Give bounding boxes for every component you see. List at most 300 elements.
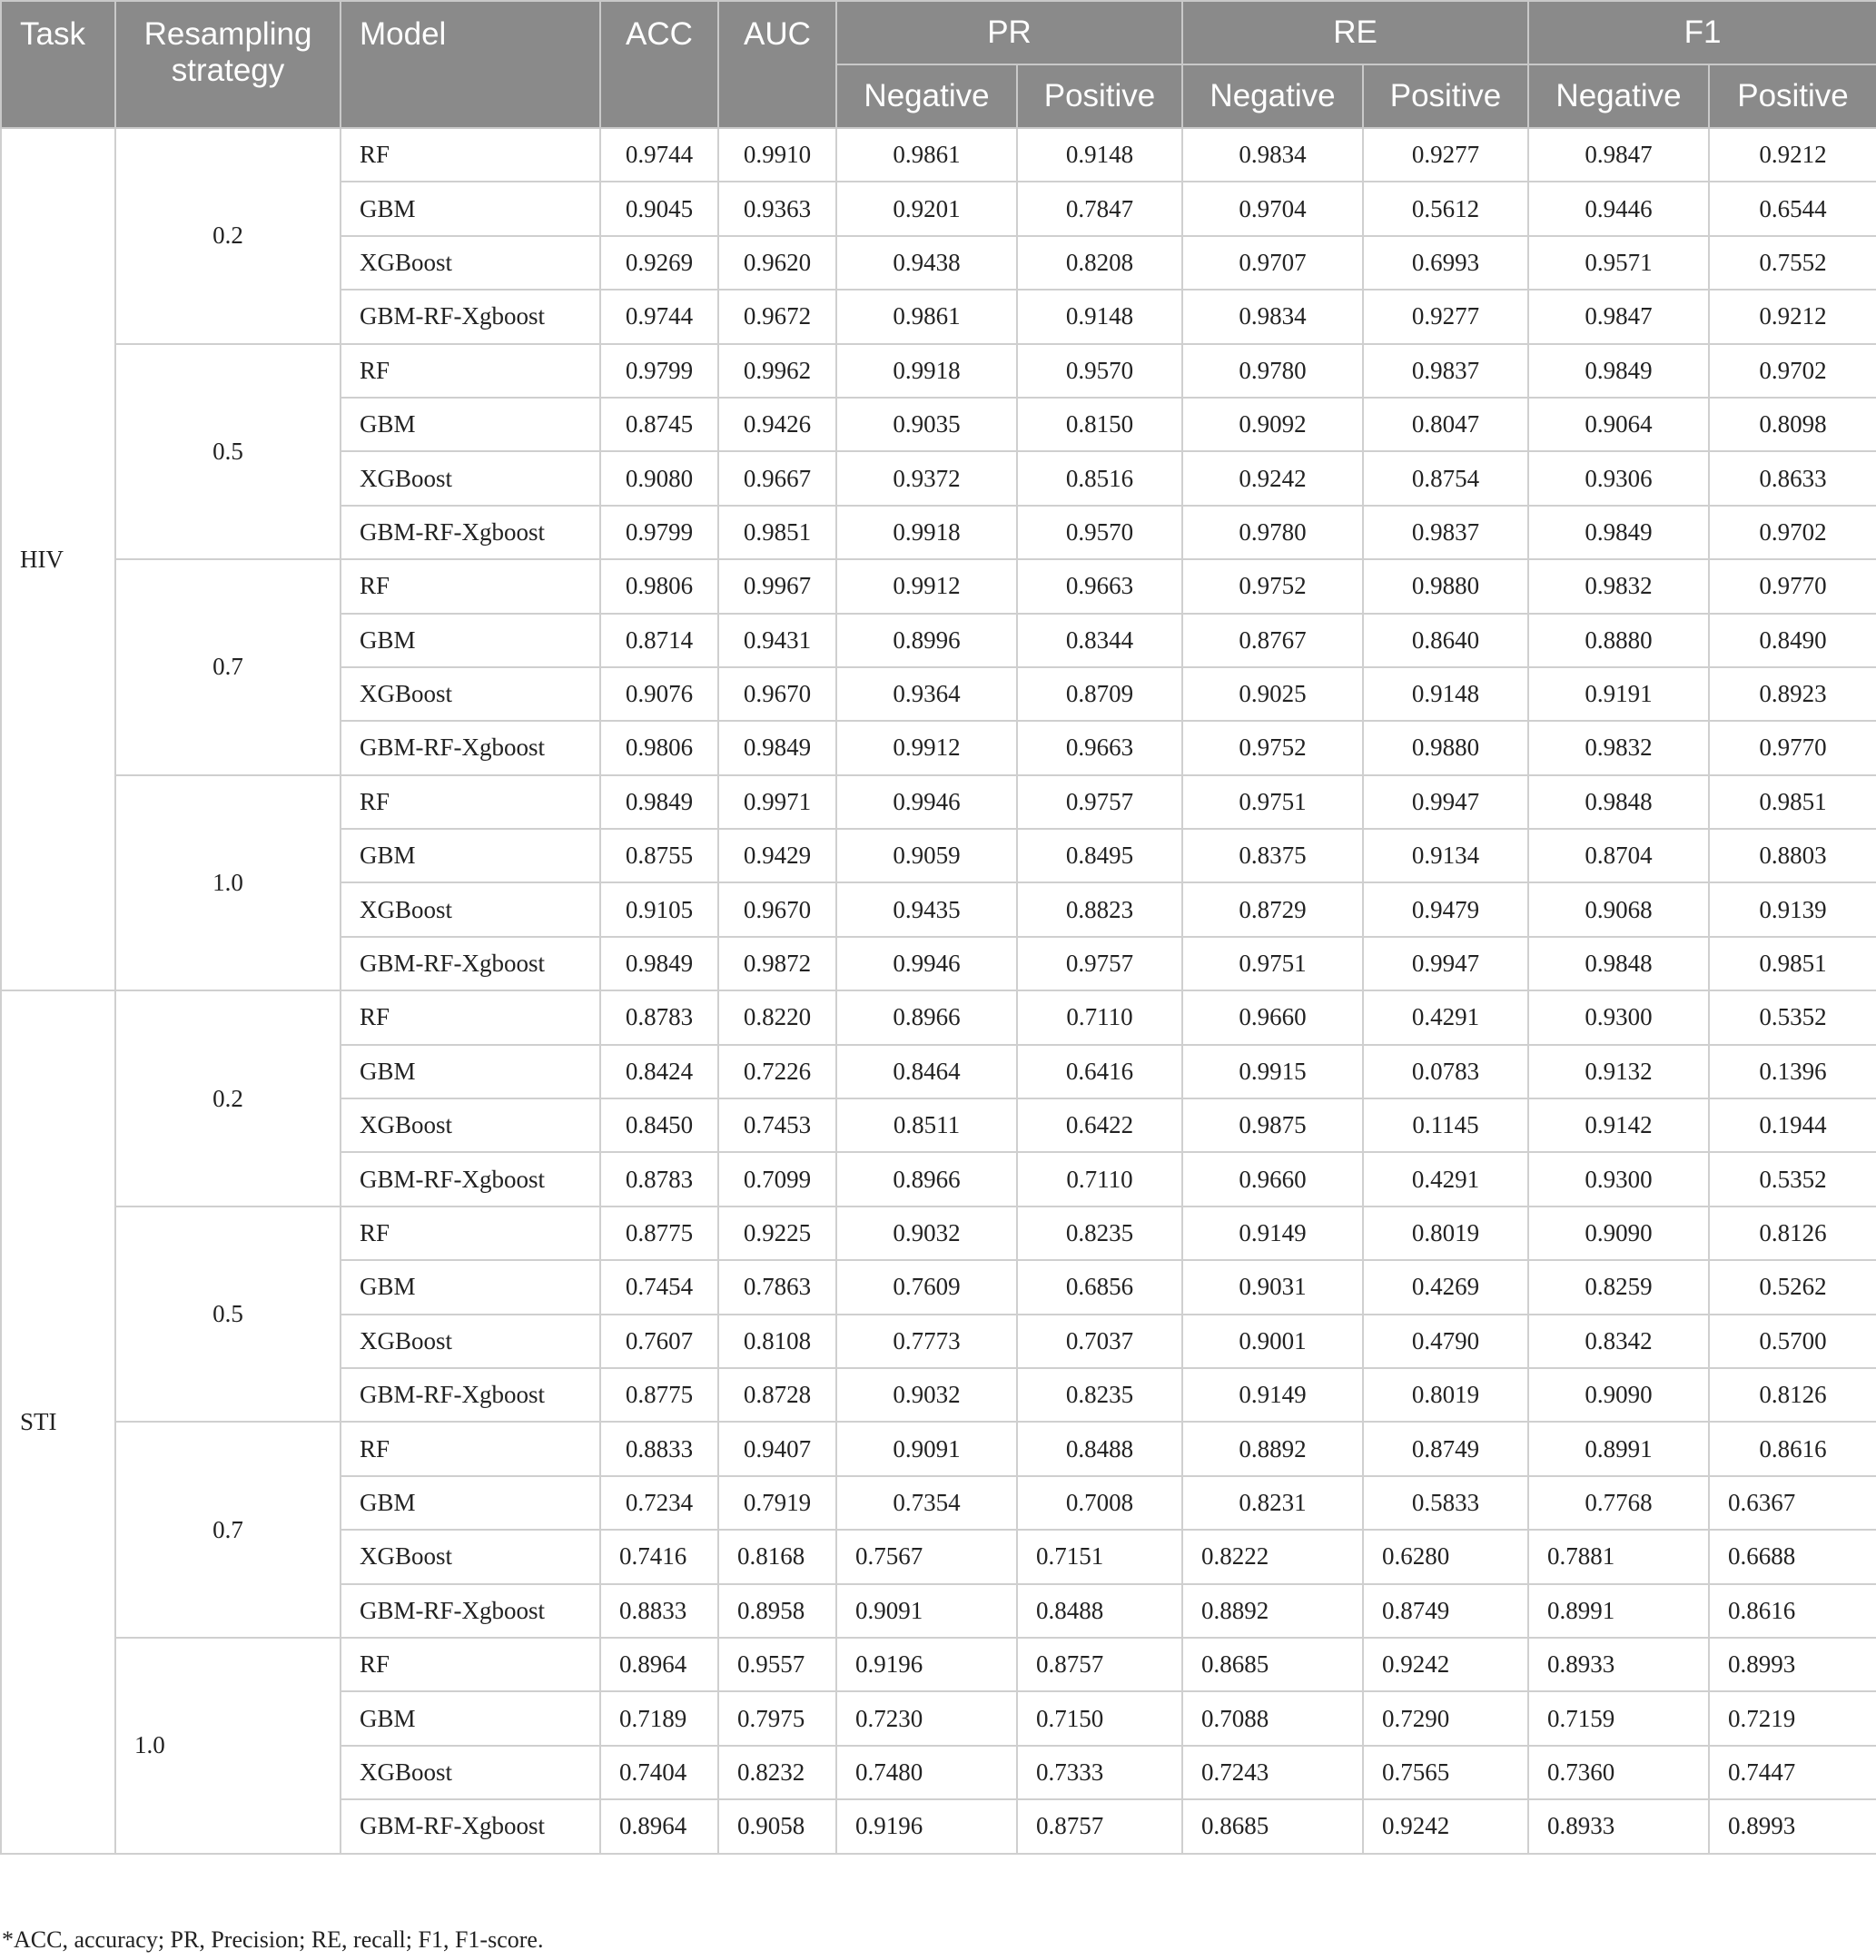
auc-cell: 0.9557 — [718, 1638, 836, 1691]
model-cell: GBM — [341, 1691, 600, 1745]
f1-negative-cell: 0.9847 — [1528, 128, 1709, 182]
pr-negative-cell: 0.9912 — [836, 559, 1017, 613]
pr-positive-cell: 0.8235 — [1017, 1207, 1182, 1260]
model-cell: GBM-RF-Xgboost — [341, 937, 600, 990]
auc-cell: 0.8232 — [718, 1746, 836, 1799]
re-positive-cell: 0.5612 — [1363, 182, 1528, 235]
f1-negative-cell: 0.7159 — [1528, 1691, 1709, 1745]
f1-positive-cell: 0.6544 — [1709, 182, 1876, 235]
re-negative-cell: 0.9031 — [1182, 1260, 1363, 1314]
auc-cell: 0.9620 — [718, 236, 836, 290]
re-positive-cell: 0.8749 — [1363, 1422, 1528, 1475]
pr-negative-cell: 0.9201 — [836, 182, 1017, 235]
re-negative-cell: 0.9875 — [1182, 1098, 1363, 1152]
auc-cell: 0.9872 — [718, 937, 836, 990]
auc-cell: 0.9849 — [718, 721, 836, 774]
pr-positive-cell: 0.7333 — [1017, 1746, 1182, 1799]
f1-negative-cell: 0.7881 — [1528, 1530, 1709, 1583]
f1-positive-cell: 0.8098 — [1709, 398, 1876, 451]
pr-negative-cell: 0.7567 — [836, 1530, 1017, 1583]
acc-cell: 0.7189 — [600, 1691, 718, 1745]
acc-cell: 0.8775 — [600, 1368, 718, 1422]
auc-cell: 0.9967 — [718, 559, 836, 613]
pr-positive-cell: 0.8495 — [1017, 829, 1182, 882]
model-cell: XGBoost — [341, 1746, 600, 1799]
re-negative-cell: 0.7088 — [1182, 1691, 1363, 1745]
auc-cell: 0.9667 — [718, 451, 836, 505]
pr-positive-cell: 0.6416 — [1017, 1045, 1182, 1098]
f1-negative-cell: 0.8704 — [1528, 829, 1709, 882]
re-positive-cell: 0.8047 — [1363, 398, 1528, 451]
acc-cell: 0.7454 — [600, 1260, 718, 1314]
pr-positive-cell: 0.8488 — [1017, 1422, 1182, 1475]
pr-positive-cell: 0.9148 — [1017, 128, 1182, 182]
acc-cell: 0.7607 — [600, 1315, 718, 1368]
f1-positive-cell: 0.9702 — [1709, 506, 1876, 559]
acc-cell: 0.9849 — [600, 937, 718, 990]
acc-cell: 0.8783 — [600, 1152, 718, 1206]
pr-positive-cell: 0.8757 — [1017, 1638, 1182, 1691]
resampling-strategy-cell: 1.0 — [115, 1638, 341, 1854]
re-negative-cell: 0.9707 — [1182, 236, 1363, 290]
re-positive-cell: 0.1145 — [1363, 1098, 1528, 1152]
f1-positive-cell: 0.5352 — [1709, 1152, 1876, 1206]
f1-positive-cell: 0.9851 — [1709, 775, 1876, 829]
f1-negative-cell: 0.9191 — [1528, 667, 1709, 721]
header-auc: AUC — [718, 1, 836, 128]
auc-cell: 0.9431 — [718, 614, 836, 667]
pr-positive-cell: 0.8516 — [1017, 451, 1182, 505]
header-re-positive: Positive — [1363, 64, 1528, 128]
pr-negative-cell: 0.7230 — [836, 1691, 1017, 1745]
re-negative-cell: 0.8729 — [1182, 882, 1363, 936]
pr-positive-cell: 0.8150 — [1017, 398, 1182, 451]
acc-cell: 0.8714 — [600, 614, 718, 667]
table-body — [1, 128, 1876, 1854]
f1-negative-cell: 0.8933 — [1528, 1638, 1709, 1691]
model-cell: GBM-RF-Xgboost — [341, 506, 600, 559]
pr-positive-cell: 0.8235 — [1017, 1368, 1182, 1422]
pr-positive-cell: 0.9663 — [1017, 559, 1182, 613]
f1-positive-cell: 0.9212 — [1709, 128, 1876, 182]
model-cell: RF — [341, 1207, 600, 1260]
re-positive-cell: 0.4291 — [1363, 990, 1528, 1044]
model-cell: RF — [341, 1422, 600, 1475]
header-f1-positive: Positive — [1709, 64, 1876, 128]
pr-negative-cell: 0.9946 — [836, 775, 1017, 829]
auc-cell: 0.8728 — [718, 1368, 836, 1422]
pr-positive-cell: 0.7847 — [1017, 182, 1182, 235]
pr-negative-cell: 0.9196 — [836, 1799, 1017, 1853]
re-negative-cell: 0.9092 — [1182, 398, 1363, 451]
resampling-strategy-cell: 0.7 — [115, 1422, 341, 1638]
pr-negative-cell: 0.9364 — [836, 667, 1017, 721]
model-cell: GBM-RF-Xgboost — [341, 290, 600, 343]
model-cell: RF — [341, 559, 600, 613]
re-positive-cell: 0.9242 — [1363, 1799, 1528, 1853]
pr-positive-cell: 0.9570 — [1017, 344, 1182, 398]
header-pr-negative: Negative — [836, 64, 1017, 128]
pr-negative-cell: 0.9861 — [836, 290, 1017, 343]
auc-cell: 0.9225 — [718, 1207, 836, 1260]
f1-negative-cell: 0.9090 — [1528, 1207, 1709, 1260]
acc-cell: 0.8424 — [600, 1045, 718, 1098]
f1-negative-cell: 0.9068 — [1528, 882, 1709, 936]
f1-positive-cell: 0.8993 — [1709, 1799, 1876, 1853]
re-negative-cell: 0.9834 — [1182, 128, 1363, 182]
pr-negative-cell: 0.9946 — [836, 937, 1017, 990]
re-positive-cell: 0.8019 — [1363, 1207, 1528, 1260]
re-positive-cell: 0.6280 — [1363, 1530, 1528, 1583]
auc-cell: 0.9429 — [718, 829, 836, 882]
pr-positive-cell: 0.9148 — [1017, 290, 1182, 343]
auc-cell: 0.9407 — [718, 1422, 836, 1475]
table-row — [1, 559, 1876, 613]
f1-negative-cell: 0.8880 — [1528, 614, 1709, 667]
table-footnote: *ACC, accuracy; PR, Precision; RE, recall; F1, F1-score. — [2, 1926, 544, 1953]
resampling-strategy-cell: 1.0 — [115, 775, 341, 991]
header-re-negative: Negative — [1182, 64, 1363, 128]
model-cell: RF — [341, 990, 600, 1044]
re-positive-cell: 0.8754 — [1363, 451, 1528, 505]
acc-cell: 0.8755 — [600, 829, 718, 882]
pr-negative-cell: 0.7609 — [836, 1260, 1017, 1314]
re-negative-cell: 0.9752 — [1182, 721, 1363, 774]
table-row — [1, 775, 1876, 829]
pr-negative-cell: 0.8996 — [836, 614, 1017, 667]
pr-negative-cell: 0.9059 — [836, 829, 1017, 882]
re-positive-cell: 0.8019 — [1363, 1368, 1528, 1422]
pr-negative-cell: 0.8511 — [836, 1098, 1017, 1152]
re-positive-cell: 0.9277 — [1363, 128, 1528, 182]
re-negative-cell: 0.9660 — [1182, 990, 1363, 1044]
f1-negative-cell: 0.9090 — [1528, 1368, 1709, 1422]
f1-positive-cell: 0.6367 — [1709, 1476, 1876, 1530]
re-positive-cell: 0.4269 — [1363, 1260, 1528, 1314]
resampling-strategy-cell: 0.7 — [115, 559, 341, 775]
auc-cell: 0.9058 — [718, 1799, 836, 1853]
model-cell: GBM-RF-Xgboost — [341, 1799, 600, 1853]
pr-positive-cell: 0.8757 — [1017, 1799, 1182, 1853]
re-positive-cell: 0.9837 — [1363, 344, 1528, 398]
re-negative-cell: 0.9704 — [1182, 182, 1363, 235]
model-cell: GBM — [341, 1476, 600, 1530]
auc-cell: 0.9851 — [718, 506, 836, 559]
re-positive-cell: 0.9134 — [1363, 829, 1528, 882]
re-positive-cell: 0.6993 — [1363, 236, 1528, 290]
f1-negative-cell: 0.7360 — [1528, 1746, 1709, 1799]
acc-cell: 0.7234 — [600, 1476, 718, 1530]
acc-cell: 0.8833 — [600, 1584, 718, 1638]
pr-positive-cell: 0.8344 — [1017, 614, 1182, 667]
re-positive-cell: 0.7290 — [1363, 1691, 1528, 1745]
re-negative-cell: 0.9660 — [1182, 1152, 1363, 1206]
pr-positive-cell: 0.9663 — [1017, 721, 1182, 774]
acc-cell: 0.7404 — [600, 1746, 718, 1799]
auc-cell: 0.9910 — [718, 128, 836, 182]
f1-negative-cell: 0.9306 — [1528, 451, 1709, 505]
pr-negative-cell: 0.8464 — [836, 1045, 1017, 1098]
auc-cell: 0.7919 — [718, 1476, 836, 1530]
f1-positive-cell: 0.8993 — [1709, 1638, 1876, 1691]
f1-negative-cell: 0.9848 — [1528, 937, 1709, 990]
auc-cell: 0.9426 — [718, 398, 836, 451]
pr-positive-cell: 0.7150 — [1017, 1691, 1182, 1745]
acc-cell: 0.8745 — [600, 398, 718, 451]
model-cell: GBM — [341, 829, 600, 882]
auc-cell: 0.7453 — [718, 1098, 836, 1152]
acc-cell: 0.9806 — [600, 721, 718, 774]
f1-negative-cell: 0.9300 — [1528, 990, 1709, 1044]
f1-positive-cell: 0.8126 — [1709, 1207, 1876, 1260]
pr-negative-cell: 0.9091 — [836, 1422, 1017, 1475]
model-cell: GBM — [341, 1260, 600, 1314]
pr-positive-cell: 0.9570 — [1017, 506, 1182, 559]
f1-negative-cell: 0.7768 — [1528, 1476, 1709, 1530]
re-negative-cell: 0.8685 — [1182, 1799, 1363, 1853]
acc-cell: 0.8964 — [600, 1638, 718, 1691]
f1-negative-cell: 0.8933 — [1528, 1799, 1709, 1853]
f1-positive-cell: 0.9770 — [1709, 559, 1876, 613]
re-negative-cell: 0.8892 — [1182, 1422, 1363, 1475]
f1-positive-cell: 0.8490 — [1709, 614, 1876, 667]
re-positive-cell: 0.9947 — [1363, 937, 1528, 990]
acc-cell: 0.9045 — [600, 182, 718, 235]
f1-negative-cell: 0.9142 — [1528, 1098, 1709, 1152]
model-cell: XGBoost — [341, 1315, 600, 1368]
f1-positive-cell: 0.7447 — [1709, 1746, 1876, 1799]
header-task: Task — [1, 1, 115, 128]
f1-negative-cell: 0.9064 — [1528, 398, 1709, 451]
header-pr-positive: Positive — [1017, 64, 1182, 128]
f1-positive-cell: 0.8616 — [1709, 1584, 1876, 1638]
model-cell: GBM-RF-Xgboost — [341, 1152, 600, 1206]
pr-negative-cell: 0.9918 — [836, 344, 1017, 398]
header-re: RE — [1182, 1, 1528, 64]
pr-negative-cell: 0.9032 — [836, 1368, 1017, 1422]
header-resampling: Resampling strategy — [115, 1, 341, 128]
f1-positive-cell: 0.8923 — [1709, 667, 1876, 721]
re-positive-cell: 0.9880 — [1363, 721, 1528, 774]
auc-cell: 0.7099 — [718, 1152, 836, 1206]
re-positive-cell: 0.0783 — [1363, 1045, 1528, 1098]
model-cell: GBM-RF-Xgboost — [341, 1584, 600, 1638]
acc-cell: 0.8833 — [600, 1422, 718, 1475]
header-pr: PR — [836, 1, 1182, 64]
pr-positive-cell: 0.9757 — [1017, 937, 1182, 990]
auc-cell: 0.9670 — [718, 667, 836, 721]
pr-positive-cell: 0.7110 — [1017, 1152, 1182, 1206]
pr-negative-cell: 0.9912 — [836, 721, 1017, 774]
pr-positive-cell: 0.7151 — [1017, 1530, 1182, 1583]
model-cell: GBM — [341, 614, 600, 667]
acc-cell: 0.9806 — [600, 559, 718, 613]
model-cell: XGBoost — [341, 236, 600, 290]
re-positive-cell: 0.9947 — [1363, 775, 1528, 829]
auc-cell: 0.8958 — [718, 1584, 836, 1638]
re-negative-cell: 0.9834 — [1182, 290, 1363, 343]
pr-positive-cell: 0.9757 — [1017, 775, 1182, 829]
auc-cell: 0.9670 — [718, 882, 836, 936]
f1-positive-cell: 0.8803 — [1709, 829, 1876, 882]
auc-cell: 0.7975 — [718, 1691, 836, 1745]
acc-cell: 0.9849 — [600, 775, 718, 829]
pr-positive-cell: 0.6856 — [1017, 1260, 1182, 1314]
re-negative-cell: 0.9242 — [1182, 451, 1363, 505]
resampling-strategy-cell: 0.5 — [115, 344, 341, 560]
re-negative-cell: 0.8222 — [1182, 1530, 1363, 1583]
model-cell: GBM-RF-Xgboost — [341, 1368, 600, 1422]
f1-positive-cell: 0.9212 — [1709, 290, 1876, 343]
f1-positive-cell: 0.6688 — [1709, 1530, 1876, 1583]
f1-positive-cell: 0.1396 — [1709, 1045, 1876, 1098]
pr-negative-cell: 0.7354 — [836, 1476, 1017, 1530]
task-cell: STI — [1, 990, 115, 1853]
re-negative-cell: 0.8892 — [1182, 1584, 1363, 1638]
f1-negative-cell: 0.9571 — [1528, 236, 1709, 290]
acc-cell: 0.9744 — [600, 128, 718, 182]
table-header — [1, 1, 1876, 128]
auc-cell: 0.8220 — [718, 990, 836, 1044]
model-cell: GBM — [341, 1045, 600, 1098]
pr-positive-cell: 0.8488 — [1017, 1584, 1182, 1638]
re-positive-cell: 0.8749 — [1363, 1584, 1528, 1638]
re-negative-cell: 0.9001 — [1182, 1315, 1363, 1368]
resampling-strategy-cell: 0.5 — [115, 1207, 341, 1423]
task-cell: HIV — [1, 128, 115, 990]
pr-negative-cell: 0.8966 — [836, 990, 1017, 1044]
auc-cell: 0.8168 — [718, 1530, 836, 1583]
auc-cell: 0.7863 — [718, 1260, 836, 1314]
pr-negative-cell: 0.9861 — [836, 128, 1017, 182]
f1-positive-cell: 0.9770 — [1709, 721, 1876, 774]
model-cell: XGBoost — [341, 667, 600, 721]
acc-cell: 0.9799 — [600, 506, 718, 559]
pr-negative-cell: 0.9032 — [836, 1207, 1017, 1260]
f1-negative-cell: 0.9849 — [1528, 506, 1709, 559]
pr-negative-cell: 0.9918 — [836, 506, 1017, 559]
re-negative-cell: 0.9751 — [1182, 775, 1363, 829]
pr-negative-cell: 0.9435 — [836, 882, 1017, 936]
f1-positive-cell: 0.8633 — [1709, 451, 1876, 505]
re-positive-cell: 0.9277 — [1363, 290, 1528, 343]
re-positive-cell: 0.9880 — [1363, 559, 1528, 613]
re-positive-cell: 0.9148 — [1363, 667, 1528, 721]
f1-positive-cell: 0.5352 — [1709, 990, 1876, 1044]
model-cell: XGBoost — [341, 882, 600, 936]
acc-cell: 0.8783 — [600, 990, 718, 1044]
f1-negative-cell: 0.9832 — [1528, 559, 1709, 613]
pr-negative-cell: 0.7773 — [836, 1315, 1017, 1368]
resampling-strategy-cell: 0.2 — [115, 990, 341, 1207]
f1-positive-cell: 0.9139 — [1709, 882, 1876, 936]
pr-negative-cell: 0.9438 — [836, 236, 1017, 290]
re-positive-cell: 0.5833 — [1363, 1476, 1528, 1530]
model-cell: GBM — [341, 398, 600, 451]
auc-cell: 0.9363 — [718, 182, 836, 235]
header-acc: ACC — [600, 1, 718, 128]
auc-cell: 0.9672 — [718, 290, 836, 343]
re-negative-cell: 0.8767 — [1182, 614, 1363, 667]
model-cell: GBM — [341, 182, 600, 235]
acc-cell: 0.9080 — [600, 451, 718, 505]
pr-negative-cell: 0.9372 — [836, 451, 1017, 505]
f1-negative-cell: 0.9300 — [1528, 1152, 1709, 1206]
table-row — [1, 990, 1876, 1044]
auc-cell: 0.7226 — [718, 1045, 836, 1098]
re-negative-cell: 0.9915 — [1182, 1045, 1363, 1098]
header-model: Model — [341, 1, 600, 128]
f1-negative-cell: 0.8991 — [1528, 1422, 1709, 1475]
f1-positive-cell: 0.9851 — [1709, 937, 1876, 990]
re-negative-cell: 0.8231 — [1182, 1476, 1363, 1530]
re-positive-cell: 0.4790 — [1363, 1315, 1528, 1368]
f1-positive-cell: 0.5700 — [1709, 1315, 1876, 1368]
f1-positive-cell: 0.5262 — [1709, 1260, 1876, 1314]
f1-positive-cell: 0.9702 — [1709, 344, 1876, 398]
table-row — [1, 128, 1876, 182]
re-negative-cell: 0.8685 — [1182, 1638, 1363, 1691]
f1-positive-cell: 0.7219 — [1709, 1691, 1876, 1745]
f1-negative-cell: 0.9849 — [1528, 344, 1709, 398]
f1-negative-cell: 0.9848 — [1528, 775, 1709, 829]
acc-cell: 0.8775 — [600, 1207, 718, 1260]
acc-cell: 0.9744 — [600, 290, 718, 343]
re-positive-cell: 0.7565 — [1363, 1746, 1528, 1799]
auc-cell: 0.8108 — [718, 1315, 836, 1368]
acc-cell: 0.8450 — [600, 1098, 718, 1152]
pr-positive-cell: 0.7008 — [1017, 1476, 1182, 1530]
re-negative-cell: 0.7243 — [1182, 1746, 1363, 1799]
re-positive-cell: 0.9837 — [1363, 506, 1528, 559]
f1-negative-cell: 0.9132 — [1528, 1045, 1709, 1098]
f1-positive-cell: 0.8126 — [1709, 1368, 1876, 1422]
pr-positive-cell: 0.8208 — [1017, 236, 1182, 290]
acc-cell: 0.9269 — [600, 236, 718, 290]
pr-positive-cell: 0.8823 — [1017, 882, 1182, 936]
model-cell: XGBoost — [341, 451, 600, 505]
model-cell: GBM-RF-Xgboost — [341, 721, 600, 774]
re-positive-cell: 0.4291 — [1363, 1152, 1528, 1206]
model-cell: XGBoost — [341, 1098, 600, 1152]
re-negative-cell: 0.9149 — [1182, 1207, 1363, 1260]
header-f1: F1 — [1528, 1, 1876, 64]
pr-negative-cell: 0.7480 — [836, 1746, 1017, 1799]
re-negative-cell: 0.8375 — [1182, 829, 1363, 882]
re-negative-cell: 0.9025 — [1182, 667, 1363, 721]
acc-cell: 0.9076 — [600, 667, 718, 721]
pr-positive-cell: 0.6422 — [1017, 1098, 1182, 1152]
table-row — [1, 1207, 1876, 1260]
resampling-strategy-cell: 0.2 — [115, 128, 341, 344]
f1-negative-cell: 0.9446 — [1528, 182, 1709, 235]
f1-negative-cell: 0.8259 — [1528, 1260, 1709, 1314]
acc-cell: 0.9105 — [600, 882, 718, 936]
re-negative-cell: 0.9780 — [1182, 506, 1363, 559]
pr-negative-cell: 0.9196 — [836, 1638, 1017, 1691]
re-negative-cell: 0.9752 — [1182, 559, 1363, 613]
pr-negative-cell: 0.8966 — [836, 1152, 1017, 1206]
re-negative-cell: 0.9149 — [1182, 1368, 1363, 1422]
re-negative-cell: 0.9780 — [1182, 344, 1363, 398]
auc-cell: 0.9962 — [718, 344, 836, 398]
table-row — [1, 344, 1876, 398]
auc-cell: 0.9971 — [718, 775, 836, 829]
model-cell: RF — [341, 344, 600, 398]
re-positive-cell: 0.9242 — [1363, 1638, 1528, 1691]
acc-cell: 0.9799 — [600, 344, 718, 398]
acc-cell: 0.7416 — [600, 1530, 718, 1583]
